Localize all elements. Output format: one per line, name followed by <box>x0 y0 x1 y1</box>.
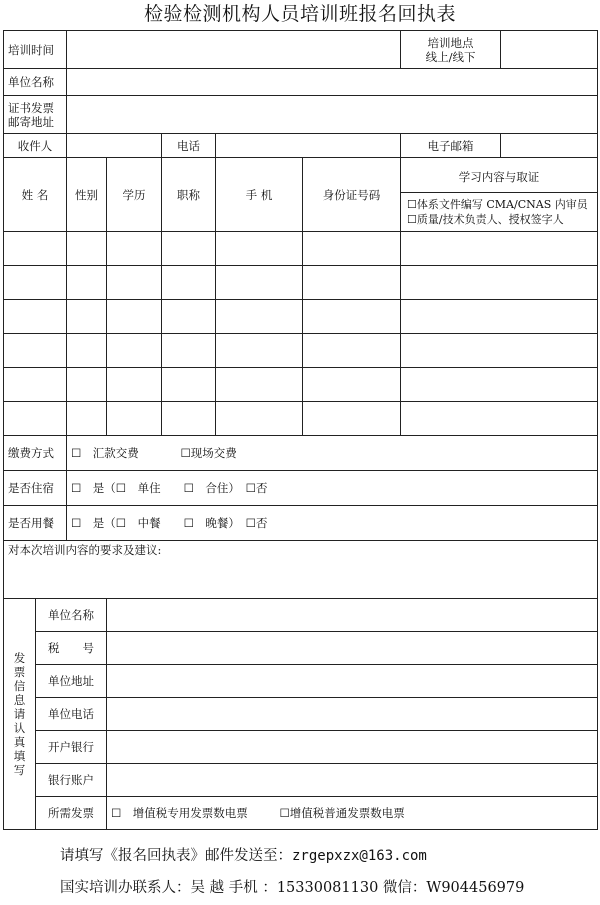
participant-gender-cell[interactable] <box>67 300 107 334</box>
participant-education-cell[interactable] <box>107 266 162 300</box>
participant-title-cell[interactable] <box>162 368 216 402</box>
phone-label: 电话 <box>162 134 216 158</box>
invoice-phone-field[interactable] <box>107 698 598 731</box>
invoice-required-options <box>107 797 598 830</box>
payment-options <box>67 436 598 471</box>
participant-study-cell[interactable] <box>401 300 598 334</box>
side-char: 写 <box>13 763 26 777</box>
invoice-bank-row <box>4 731 598 764</box>
side-char: 信 <box>13 679 26 693</box>
footer-instruction: 请填写《报名回执表》邮件发送至： <box>60 848 292 864</box>
participant-study-cell[interactable] <box>401 232 598 266</box>
invoice-option-special[interactable]: ☐ 增值税专用发票数电票 <box>111 806 248 820</box>
meals-label: 是否用餐 <box>4 506 67 541</box>
participant-title-cell[interactable] <box>162 232 216 266</box>
suggestion-row <box>4 541 598 599</box>
cert-address-row <box>4 96 598 134</box>
participant-name-cell[interactable] <box>4 266 67 300</box>
invoice-required-label: 所需发票 <box>36 797 107 830</box>
participant-education-cell[interactable] <box>107 334 162 368</box>
participant-mobile-cell[interactable] <box>216 232 303 266</box>
training-time-label: 培训时间 <box>4 31 67 69</box>
col-header-education: 学历 <box>107 158 162 232</box>
participant-id-cell[interactable] <box>303 232 401 266</box>
participant-title-cell[interactable] <box>162 402 216 436</box>
invoice-unit-name-label: 单位名称 <box>36 599 107 632</box>
participant-gender-cell[interactable] <box>67 266 107 300</box>
cert-address-label-1: 证书发票 <box>8 100 54 115</box>
invoice-side-label <box>4 599 36 830</box>
side-char: 发 <box>13 651 26 665</box>
cert-address-field[interactable] <box>67 96 598 134</box>
invoice-account-label: 银行账户 <box>36 764 107 797</box>
payment-option-onsite[interactable]: ☐现场交费 <box>180 446 237 460</box>
study-content-title: 学习内容与取证 <box>401 162 597 193</box>
invoice-address-label: 单位地址 <box>36 665 107 698</box>
participant-gender-cell[interactable] <box>67 368 107 402</box>
participants-header-row <box>4 158 598 232</box>
lodging-row <box>4 471 598 506</box>
training-place-field[interactable] <box>501 31 598 69</box>
invoice-account-field[interactable] <box>107 764 598 797</box>
invoice-address-row <box>4 665 598 698</box>
payment-option-transfer[interactable]: ☐ 汇款交费 <box>71 446 139 460</box>
page-title: 检验检测机构人员培训班报名回执表 <box>143 3 456 25</box>
participant-name-cell[interactable] <box>4 334 67 368</box>
invoice-address-field[interactable] <box>107 665 598 698</box>
side-char: 息 <box>13 693 26 707</box>
recipient-field[interactable] <box>67 134 162 158</box>
col-header-gender: 性别 <box>67 158 107 232</box>
col-header-name: 姓 名 <box>4 158 67 232</box>
participant-education-cell[interactable] <box>107 368 162 402</box>
participant-id-cell[interactable] <box>303 334 401 368</box>
footer-line-1 <box>60 846 427 866</box>
invoice-tax-label: 税 号 <box>36 632 107 665</box>
participant-mobile-cell[interactable] <box>216 334 303 368</box>
participant-name-cell[interactable] <box>4 300 67 334</box>
participant-name-cell[interactable] <box>4 368 67 402</box>
col-header-title: 职称 <box>162 158 216 232</box>
contact-row <box>4 134 598 158</box>
meals-row <box>4 506 598 541</box>
invoice-phone-row <box>4 698 598 731</box>
participant-id-cell[interactable] <box>303 402 401 436</box>
participant-mobile-cell[interactable] <box>216 266 303 300</box>
suggestion-field[interactable]: 对本次培训内容的要求及建议: <box>4 541 598 599</box>
side-char: 认 <box>13 721 26 735</box>
invoice-unit-row <box>4 599 598 632</box>
invoice-account-row <box>4 764 598 797</box>
unit-name-row <box>4 69 598 96</box>
col-header-study-content <box>401 158 598 232</box>
lodging-label: 是否住宿 <box>4 471 67 506</box>
unit-name-label: 单位名称 <box>4 69 67 96</box>
invoice-bank-label: 开户银行 <box>36 731 107 764</box>
training-place-label <box>401 31 501 69</box>
training-time-field[interactable] <box>67 31 401 69</box>
participant-gender-cell[interactable] <box>67 334 107 368</box>
participant-title-cell[interactable] <box>162 266 216 300</box>
lodging-options[interactable]: ☐ 是（☐ 单住 ☐ 合住） ☐否 <box>67 471 598 506</box>
training-place-mode: 线上/线下 <box>425 49 476 64</box>
study-option-1[interactable]: ☐体系文件编写 CMA/CNAS 内审员 <box>407 198 588 211</box>
invoice-option-normal[interactable]: ☐增值税普通发票数电票 <box>279 806 405 820</box>
col-header-mobile: 手 机 <box>216 158 303 232</box>
invoice-required-row <box>4 797 598 830</box>
participant-education-cell[interactable] <box>107 402 162 436</box>
participant-row <box>4 266 598 300</box>
cert-address-label-2: 邮寄地址 <box>8 114 54 129</box>
payment-label: 缴费方式 <box>4 436 67 471</box>
participant-education-cell[interactable] <box>107 232 162 266</box>
participant-study-cell[interactable] <box>401 402 598 436</box>
col-header-id-number: 身份证号码 <box>303 158 401 232</box>
participant-id-cell[interactable] <box>303 368 401 402</box>
participant-gender-cell[interactable] <box>67 232 107 266</box>
email-label: 电子邮箱 <box>401 134 501 158</box>
participant-study-cell[interactable] <box>401 266 598 300</box>
side-char: 真 <box>13 735 26 749</box>
participant-row <box>4 232 598 266</box>
participant-study-cell[interactable] <box>401 334 598 368</box>
invoice-unit-name-field[interactable] <box>107 599 598 632</box>
side-char: 请 <box>13 707 26 721</box>
participant-name-cell[interactable] <box>4 402 67 436</box>
footer-email[interactable]: zrgepxzx@163.com <box>292 848 427 864</box>
meals-options[interactable]: ☐ 是（☐ 中餐 ☐ 晚餐） ☐否 <box>67 506 598 541</box>
participant-row <box>4 334 598 368</box>
footer-contact: 国实培训办联系人：吴 越 手机 ：15330081130 微信：W904456979 <box>60 880 525 896</box>
participant-education-cell[interactable] <box>107 300 162 334</box>
participant-mobile-cell[interactable] <box>216 368 303 402</box>
study-option-2[interactable]: ☐质量/技术负责人、授权签字人 <box>407 213 564 226</box>
phone-field[interactable] <box>216 134 401 158</box>
participant-title-cell[interactable] <box>162 334 216 368</box>
training-place-text: 培训地点 <box>427 35 474 50</box>
invoice-phone-label: 单位电话 <box>36 698 107 731</box>
participant-name-cell[interactable] <box>4 232 67 266</box>
email-field[interactable] <box>501 134 598 158</box>
cert-address-label <box>4 96 67 134</box>
participant-id-cell[interactable] <box>303 266 401 300</box>
payment-row <box>4 436 598 471</box>
participant-title-cell[interactable] <box>162 300 216 334</box>
participant-mobile-cell[interactable] <box>216 402 303 436</box>
side-char: 填 <box>13 749 26 763</box>
invoice-tax-field[interactable] <box>107 632 598 665</box>
unit-name-field[interactable] <box>67 69 598 96</box>
participant-mobile-cell[interactable] <box>216 300 303 334</box>
participant-id-cell[interactable] <box>303 300 401 334</box>
invoice-tax-row <box>4 632 598 665</box>
recipient-label: 收件人 <box>4 134 67 158</box>
participant-gender-cell[interactable] <box>67 402 107 436</box>
training-time-row <box>4 31 598 69</box>
registration-form <box>3 30 598 830</box>
invoice-bank-field[interactable] <box>107 731 598 764</box>
side-char: 票 <box>13 665 26 679</box>
participant-row <box>4 300 598 334</box>
participant-row <box>4 402 598 436</box>
participant-study-cell[interactable] <box>401 368 598 402</box>
participant-row <box>4 368 598 402</box>
